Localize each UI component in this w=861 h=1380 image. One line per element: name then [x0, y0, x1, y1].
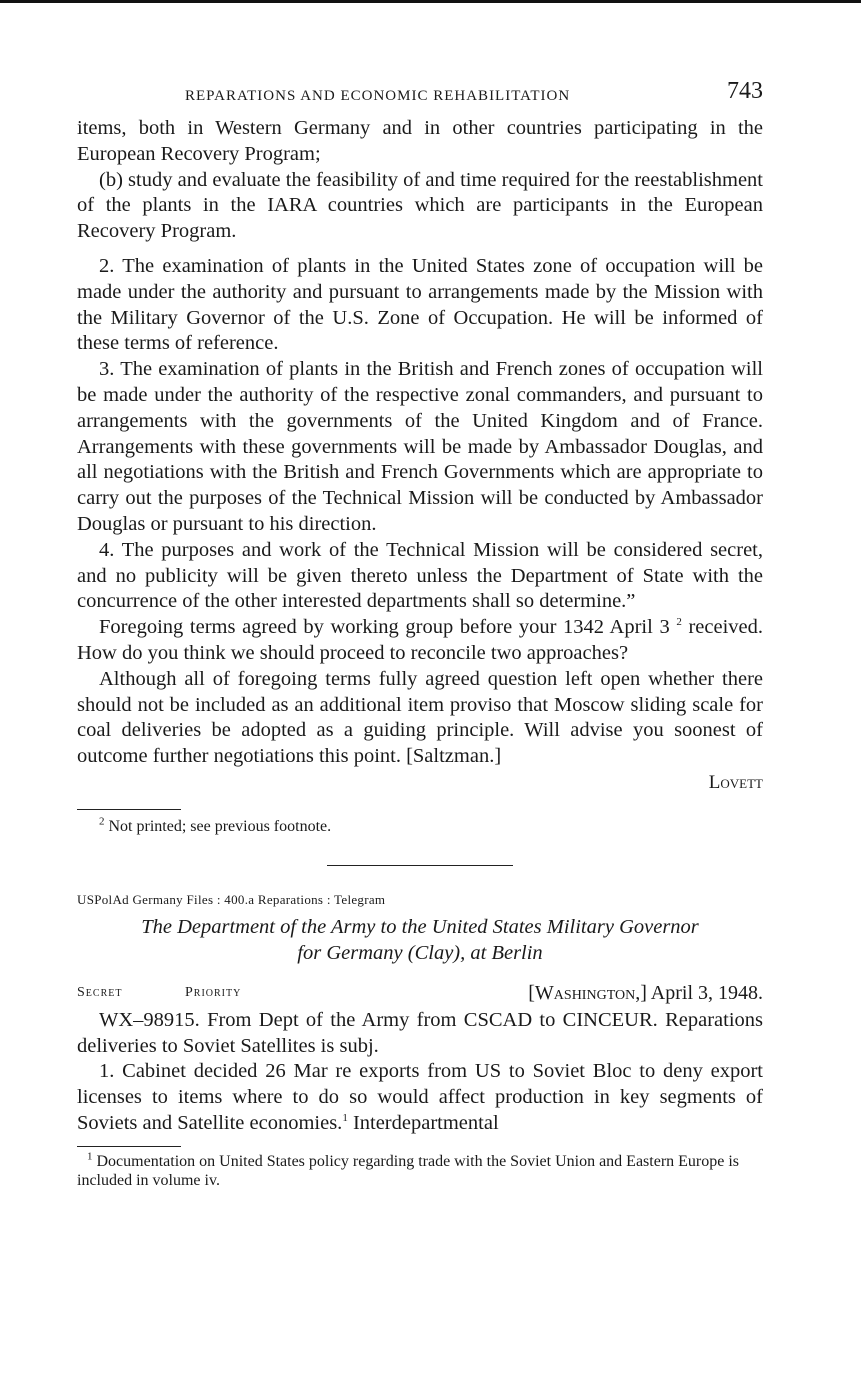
page-header	[77, 76, 763, 116]
document-title	[77, 914, 763, 966]
telegram-paragraph-2-text: 1. Cabinet decided 26 Mar re exports from US to Soviet Bloc to deny export licenses to items where to do so would affect production in key segments of Soviets and Satellite economies.	[77, 1060, 763, 1134]
paragraph-although: Although all of foregoing terms fully agreed question left open whether there should not be included as an additional item proviso that Moscow sliding scale for coal deliveries be adopted as a guiding principle. Will advise you soonest of outcome further negotiations this point. [Saltzman.]	[77, 667, 763, 768]
page-number: 743	[727, 78, 763, 104]
section-divider	[327, 865, 513, 866]
footnote-2	[77, 817, 763, 837]
paragraph-foregoing-cont: received. How do you think we should proceed to reconcile two approaches?	[77, 616, 764, 664]
paragraph-2: 2. The examination of plants in the United States zone of occupation will be made under the authority and pursuant to arrangements made by the Mission with the Military Governor of the U.S. Zone of Occupation. He will be informed of these terms of reference.	[77, 254, 763, 355]
footnote-rule-bottom	[77, 1146, 181, 1147]
priority: Priority	[185, 984, 242, 1000]
paragraph-foregoing	[77, 615, 763, 667]
footnote-ref-1: 1	[342, 1112, 348, 1125]
paragraph-continuation: items, both in Western Germany and in other countries participating in the European Recovery Program;	[77, 117, 763, 165]
footnote-ref-2: 2	[676, 616, 682, 629]
signature: Lovett	[708, 771, 763, 793]
place-date	[528, 982, 763, 1005]
date: April 3, 1948.	[650, 981, 763, 1004]
top-border-line	[0, 0, 861, 3]
telegram-paragraph-2	[77, 1059, 763, 1136]
footnote-1	[77, 1152, 763, 1190]
document-title-line1: The Department of the Army to the United States Military Governor	[141, 915, 699, 938]
document-source: USPolAd Germany Files : 400.a Reparations : Telegram	[77, 891, 386, 907]
footnote-1-text: Documentation on United States policy regarding trade with the Soviet Union and Eastern Europe is included in volume iv.	[77, 1152, 740, 1189]
classification: Secret	[77, 984, 123, 1000]
main-text	[77, 116, 763, 796]
paragraph-4: 4. The purposes and work of the Technical Mission will be considered secret, and no publicity will be given thereto unless the Department of State with the concurrence of the other interested departments shall so determine.”	[77, 538, 763, 613]
document-title-line2: for Germany (Clay), at Berlin	[297, 941, 543, 964]
running-head: REPARATIONS AND ECONOMIC REHABILITATION	[185, 88, 571, 104]
footnote-rule	[77, 809, 181, 810]
telegram-text	[77, 1008, 763, 1137]
footnote-1-marker: 1	[87, 1150, 93, 1163]
telegram-paragraph-2-cont: Interdepartmental	[352, 1111, 499, 1134]
place: [Washington,]	[528, 981, 647, 1004]
paragraph-item-b: (b) study and evaluate the feasibility of and time required for the reestablishment of the plants in the IARA countries which are participants in the European Recovery Program.	[77, 168, 763, 243]
footnote-2-marker: 2	[99, 815, 105, 828]
paragraph-3: 3. The examination of plants in the British and French zones of occupation will be made under the authority of the respective zonal commanders, and pursuant to arrangements with the governments of the United Kingdom and of France. Arrangements with these governments will be made by Ambassador Douglas, and all negotiations with the British and French Governments which are appropriate to carry out the purposes of the Technical Mission will be conducted by Ambassador Douglas or pursuant to his direction.	[77, 358, 763, 535]
page	[77, 76, 763, 1190]
dateline	[77, 982, 763, 1008]
paragraph-foregoing-text: Foregoing terms agreed by working group before your 1342 April 3	[99, 616, 670, 639]
footnote-2-text: Not printed; see previous footnote.	[108, 817, 332, 835]
telegram-paragraph-1: WX–98915. From Dept of the Army from CSCAD to CINCEUR. Reparations deliveries to Soviet Satellites is subj.	[77, 1008, 763, 1057]
